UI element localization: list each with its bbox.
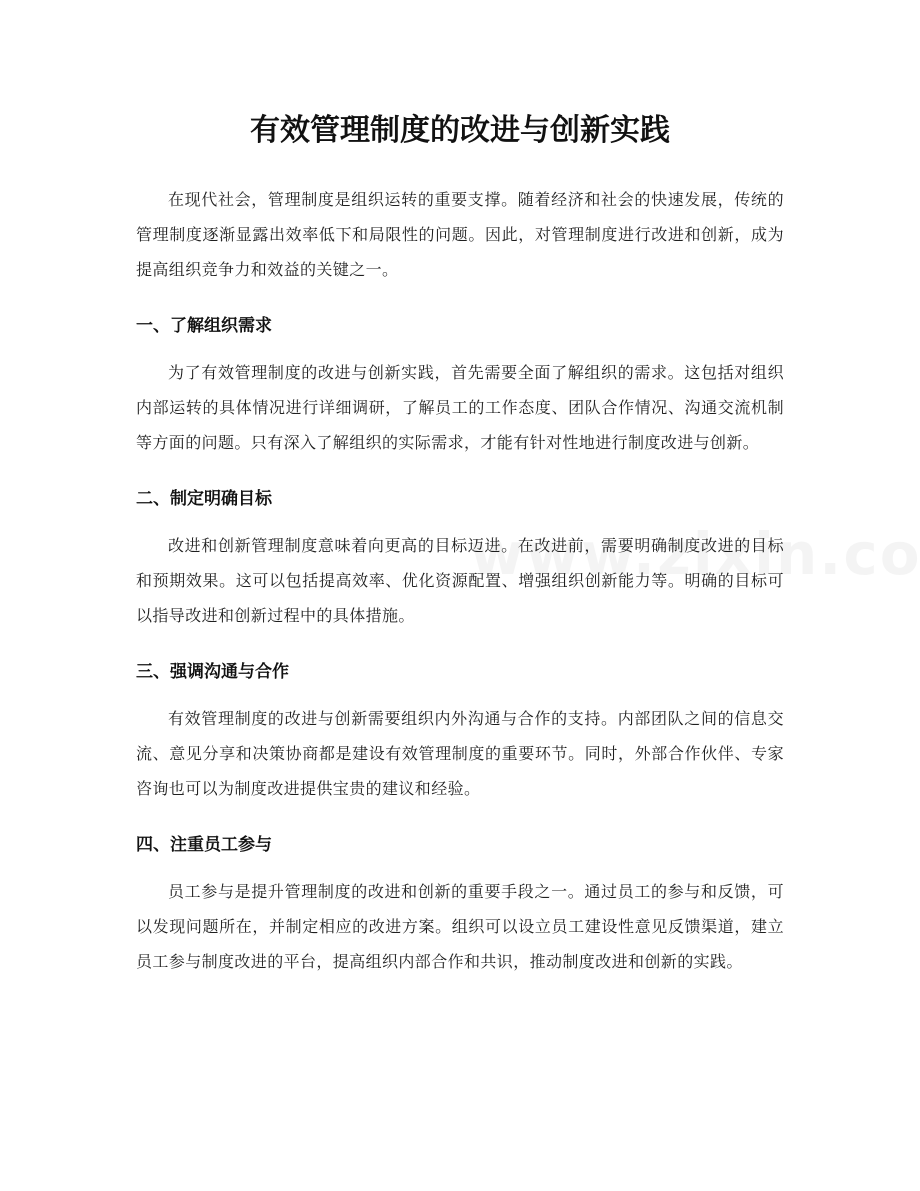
section-paragraph-1: 为了有效管理制度的改进与创新实践，首先需要全面了解组织的需求。这包括对组织内部运转的具体情况进行详细调研，了解员工的工作态度、团队合作情况、沟通交流机制等方面的问题。只有深入了解组织的实际需求，才能有针对性地进行制度改进与创新。 xyxy=(136,363,784,452)
document-body xyxy=(136,182,784,979)
section-paragraph-3: 有效管理制度的改进与创新需要组织内外沟通与合作的支持。内部团队之间的信息交流、意见分享和决策协商都是建设有效管理制度的重要环节。同时，外部合作伙伴、专家咨询也可以为制度改进提供宝贵的建议和经验。 xyxy=(136,709,784,798)
section-heading-4: 四、注重员工参与 xyxy=(136,835,272,855)
section-heading-1: 一、了解组织需求 xyxy=(136,316,272,336)
section-heading-2: 二、制定明确目标 xyxy=(136,489,272,509)
section-heading-3: 三、强调沟通与合作 xyxy=(136,662,289,682)
section-paragraph-2: 改进和创新管理制度意味着向更高的目标迈进。在改进前，需要明确制度改进的目标和预期效果。这可以包括提高效率、优化资源配置、增强组织创新能力等。明确的目标可以指导改进和创新过程中的具体措施。 xyxy=(136,536,784,625)
page-title: 有效管理制度的改进与创新实践 xyxy=(250,113,670,148)
section-paragraph-4: 员工参与是提升管理制度的改进和创新的重要手段之一。通过员工的参与和反馈，可以发现问题所在，并制定相应的改进方案。组织可以设立员工建设性意见反馈渠道，建立员工参与制度改进的平台，提高组织内部合作和共识，推动制度改进和创新的实践。 xyxy=(136,882,784,971)
intro-paragraph: 在现代社会，管理制度是组织运转的重要支撑。随着经济和社会的快速发展，传统的管理制度逐渐显露出效率低下和局限性的问题。因此，对管理制度进行改进和创新，成为提高组织竞争力和效益的关键之一。 xyxy=(136,190,784,279)
